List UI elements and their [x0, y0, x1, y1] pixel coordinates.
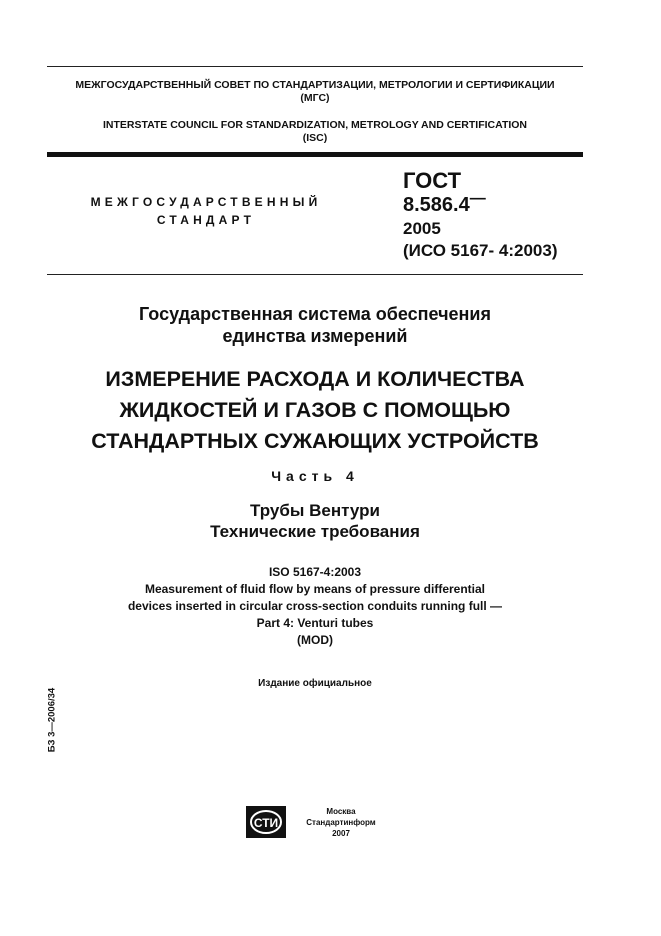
part-title-line2: Технические требования	[210, 522, 420, 541]
publisher-city: Москва	[326, 807, 356, 816]
iso-line4: Part 4: Venturi tubes	[256, 616, 374, 630]
council-en-line1: INTERSTATE COUNCIL FOR STANDARDIZATION, METROLOGY AND CERTIFICATION	[102, 119, 528, 131]
gost-number-value: 8.586.4	[403, 194, 470, 216]
series-title-line2: единства измерений	[222, 326, 408, 346]
iso-line2: Measurement of fluid flow by means of pressure differential	[144, 582, 486, 596]
publisher-logo-text: СТИ	[253, 816, 279, 830]
series-title	[60, 303, 570, 347]
council-ru-line1: МЕЖГОСУДАРСТВЕННЫЙ СОВЕТ ПО СТАНДАРТИЗАЦИИ, МЕТРОЛОГИИ И СЕРТИФИКАЦИИ	[75, 79, 555, 91]
edition-note: Издание официальное	[258, 678, 372, 689]
part-title-line1: Трубы Вентури	[250, 501, 380, 520]
publisher-name: Стандартинформ	[306, 818, 376, 827]
iso-line5: (MOD)	[297, 633, 333, 647]
series-title-line1: Государственная система обеспечения	[139, 304, 491, 324]
standard-type	[76, 193, 336, 229]
council-en	[47, 119, 583, 145]
council-ru	[47, 79, 583, 105]
header-thick-rule	[47, 152, 583, 157]
gost-dash: —	[469, 190, 486, 207]
publisher-info	[297, 806, 385, 839]
council-ru-line2: (МГС)	[300, 92, 330, 104]
top-rule	[47, 66, 583, 67]
standard-type-line2: СТАНДАРТ	[156, 213, 256, 227]
gost-label: ГОСТ	[403, 168, 462, 193]
part-label: Часть 4	[271, 468, 359, 484]
publisher-year: 2007	[332, 829, 350, 838]
main-title-line3: СТАНДАРТНЫХ СУЖАЮЩИХ УСТРОЙСТВ	[91, 429, 539, 453]
gost-iso-ref: (ИСО 5167- 4:2003)	[403, 241, 558, 260]
iso-block	[40, 564, 590, 649]
side-code: БЗ 3—2006/34	[46, 687, 58, 753]
part-title	[60, 500, 570, 542]
council-en-line2: (ISC)	[302, 132, 328, 144]
designation-rule	[47, 274, 583, 275]
main-title-line2: ЖИДКОСТЕЙ И ГАЗОВ С ПОМОЩЬЮ	[119, 398, 511, 422]
main-title	[40, 364, 590, 457]
gost-number	[403, 190, 486, 218]
standard-type-line1: МЕЖГОСУДАРСТВЕННЫЙ	[90, 195, 322, 209]
iso-line3: devices inserted in circular cross-section conduits running full —	[127, 599, 503, 613]
iso-line1: ISO 5167-4:2003	[268, 565, 362, 579]
publisher-logo-icon	[246, 806, 286, 838]
main-title-line1: ИЗМЕРЕНИЕ РАСХОДА И КОЛИЧЕСТВА	[105, 367, 525, 391]
gost-year: 2005	[403, 219, 441, 238]
